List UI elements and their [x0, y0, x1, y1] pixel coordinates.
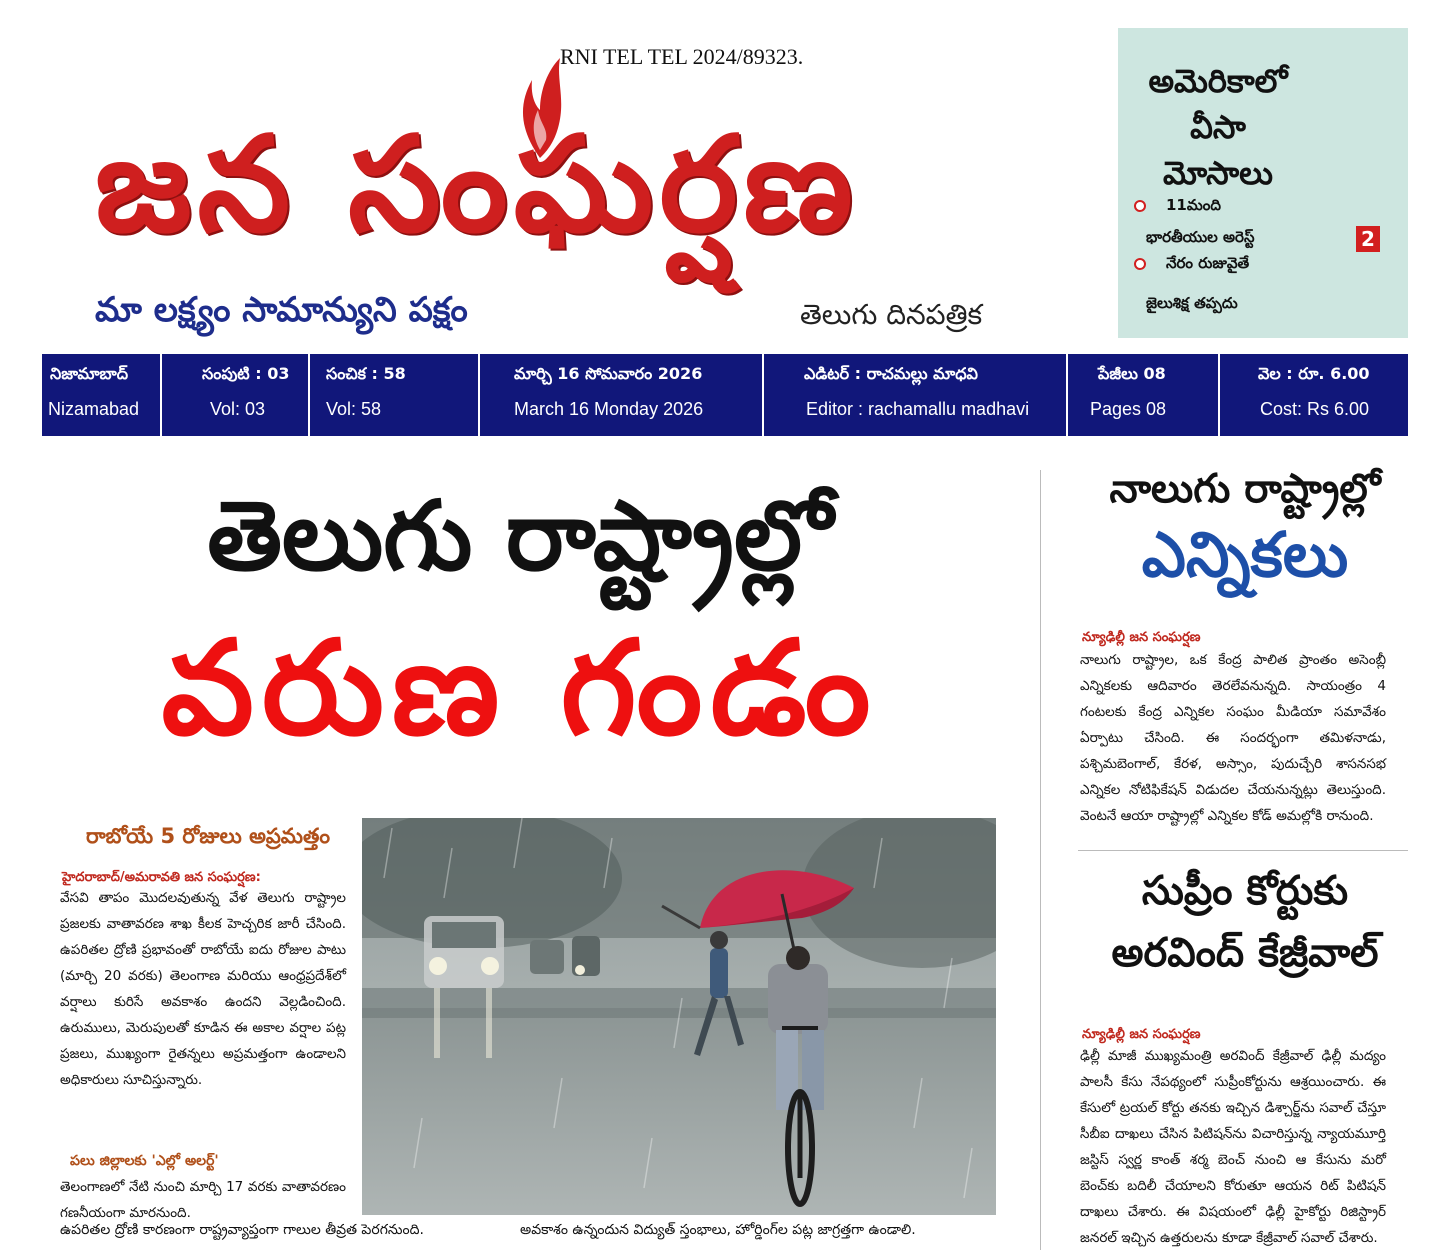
info-cell-issue [310, 354, 480, 436]
election-headline-line1[interactable]: నాలుగు రాష్ట్రాల్లో [1109, 466, 1381, 512]
dateline-text: హైదరాబాద్/అమరావతి జన సంఘర్షణ: [62, 870, 261, 885]
lead-headline-line1[interactable]: తెలుగు రాష్ట్రాల్లో [207, 480, 833, 592]
teaser-point: భారతీయుల అరెస్ట్ [1146, 228, 1255, 246]
edition-info-bar [42, 354, 1408, 436]
rni-number: RNI TEL TEL 2024/89323. [560, 44, 804, 69]
teaser-point: నేరం రుజువైతే [1166, 254, 1250, 272]
info-te: నిజామాబాద్ [50, 364, 128, 383]
info-en: Cost: Rs 6.00 [1260, 399, 1370, 419]
bullet-icon [1134, 200, 1146, 212]
election-body: నాలుగు రాష్ట్రాల, ఒక కేంద్ర పాలిత ప్రాంతం అసెంబ్లీ ఎన్నికలకు ఆదివారం తెరలేవనున్నది. సాయంత్రం 4 గంటలకు కేంద్ర ఎన్నికల సంఘం మీడియా సమావేశం ఏర్పాటు చేసింది. ఈ సందర్భంగా తమిళనాడు, పశ్చిమబెంగాల్, కేరళ, అస్సాం, పుదుచ్చేరి శాసనసభ ఎన్నికల నోటిఫికేషన్ విడుదల చేయనున్నట్లు తెలుస్తుంది. వెంటనే ఆయా రాష్ట్రాల్లో ఎన్నికల కోడ్ అమల్లోకి రానుంది. [1080, 652, 1386, 824]
info-en: Pages 08 [1090, 399, 1167, 419]
election-headline-line2[interactable]: ఎన్నికలు [1141, 518, 1349, 591]
info-cell-price [1220, 354, 1408, 436]
kejriwal-dateline [1082, 1023, 1201, 1045]
teaser-headline-line: వీసా [1190, 108, 1246, 146]
election-dateline [1082, 626, 1201, 648]
lead-body-bottom: ఉపరితల ద్రోణి కారణంగా రాష్ట్రవ్యాప్తంగా గాలుల తీవ్రత పెరగనుంది. [60, 1222, 424, 1238]
rain-cyclist-photo[interactable] [362, 818, 996, 1215]
story-separator [1078, 850, 1408, 851]
teaser-box[interactable] [1118, 28, 1408, 338]
info-cell-volume [162, 354, 310, 436]
bullet-icon [1134, 258, 1146, 270]
kejriwal-headline-line1[interactable]: సుప్రీం కోర్టుకు [1141, 868, 1349, 914]
column-divider [1040, 470, 1041, 1250]
info-te: పేజీలు 08 [1098, 364, 1166, 383]
newspaper-logo [95, 95, 1045, 275]
kejriwal-body: ఢిల్లీ మాజీ ముఖ్యమంత్రి అరవింద్ కేజ్రీవాల్ ఢిల్లీ మద్యం పాలసీ కేసు నేపథ్యంలో సుప్రీంకోర్టును ఆశ్రయించారు. ఈ కేసులో ట్రయల్ కోర్టు తనకు ఇచ్చిన డిశ్చార్జ్‌ను సవాల్ చేస్తూ సీబీఐ దాఖలు చేసిన పిటిషన్‌ను విచారిస్తున్న న్యాయమూర్తి జస్టిస్ స్వర్ణ కాంత్ శర్మ బెంచ్ నుంచి ఆ కేసును మరో బెంచ్‌కు బదిలీ చేయాలని కోరుతూ ఆయన రిట్ పిటిషన్ దాఖలు చేశారు. ఈ విషయంలో ఢిల్లీ హైకోర్టు రిజిస్ట్రార్ జనరల్ ఇచ్చిన ఉత్తరులను కూడా కేజ్రీవాల్ సవాల్ చేశారు. [1080, 1048, 1386, 1246]
info-te: సంచిక : 58 [326, 364, 406, 383]
teaser-headline-line: మోసాలు [1163, 154, 1273, 192]
info-te: మార్చి 16 సోమవారం 2026 [514, 364, 703, 383]
lead-subhead: రాబోయే 5 రోజులు అప్రమత్తం [85, 824, 331, 848]
dateline-text: న్యూఢిల్లీ జన సంఘర్షణ [1082, 1027, 1201, 1042]
teaser-headline [1118, 58, 1318, 196]
daily-label: తెలుగు దినపత్రిక [800, 298, 983, 331]
teaser-point: 11మంది [1166, 196, 1221, 214]
info-cell-date [480, 354, 764, 436]
info-te: వెల : రూ. 6.00 [1258, 364, 1370, 383]
lead-body-bottom-right: అవకాశం ఉన్నందున విద్యుత్ స్తంభాలు, హోర్డింగ్‌ల పట్ల జాగ్రత్తగా ఉండాలి. [520, 1222, 916, 1238]
teaser-point: జైలుశిక్ష తప్పదు [1146, 294, 1238, 312]
info-en: Vol: 03 [210, 399, 266, 419]
info-cell-editor [764, 354, 1068, 436]
lead-body-2: తెలంగాణలో నేటి నుంచి మార్చి 17 వరకు వాతావరణం గణనీయంగా మారనుంది. [60, 1179, 346, 1221]
lead-headline-line2[interactable]: వరుణ గండం [161, 612, 879, 764]
info-en: Vol: 58 [326, 399, 382, 419]
info-cell-pages [1068, 354, 1220, 436]
teaser-headline-line: అమెరికాలో [1148, 62, 1288, 100]
tagline: మా లక్ష్యం సామాన్యుని పక్షం [95, 290, 468, 330]
info-en: Nizamabad [48, 399, 140, 419]
kejriwal-headline-line2[interactable]: అరవింద్ కేజ్రీవాల్ [1111, 930, 1379, 976]
lead-body: వేసవి తాపం మొదలవుతున్న వేళ తెలుగు రాష్ట్రాల ప్రజలకు వాతావరణ శాఖ కీలక హెచ్చరిక జారీ చేసింది. ఉపరితల ద్రోణి ప్రభావంతో రాబోయే ఐదు రోజుల పాటు (మార్చి 20 వరకు) తెలంగాణ మరియు ఆంధ్రప్రదేశ్‌లో వర్షాలు కురిసే అవకాశం ఉందని వెల్లడించింది. ఉరుములు, మెరుపులతో కూడిన ఈ అకాల వర్షాల పట్ల ప్రజలు, ముఖ్యంగా రైతన్నలు అప్రమత్తంగా ఉండాలని అధికారులు సూచిస్తున్నారు. [60, 890, 346, 1088]
info-en: March 16 Monday 2026 [514, 399, 704, 419]
info-en: Editor : rachamallu madhavi [806, 399, 1030, 419]
info-te: సంపుటి : 03 [202, 364, 290, 383]
logo-text: జన సంఘర్షణ [95, 108, 859, 262]
lead-subhead-2: పలు జిల్లాలకు 'ఎల్లో అలర్ట్' [70, 1153, 219, 1169]
page-number-badge: 2 [1356, 226, 1380, 252]
info-cell-city [42, 354, 162, 436]
info-te: ఎడిటర్ : రాచమల్లు మాధవి [804, 364, 978, 383]
dateline-text: న్యూఢిల్లీ జన సంఘర్షణ [1082, 630, 1201, 645]
